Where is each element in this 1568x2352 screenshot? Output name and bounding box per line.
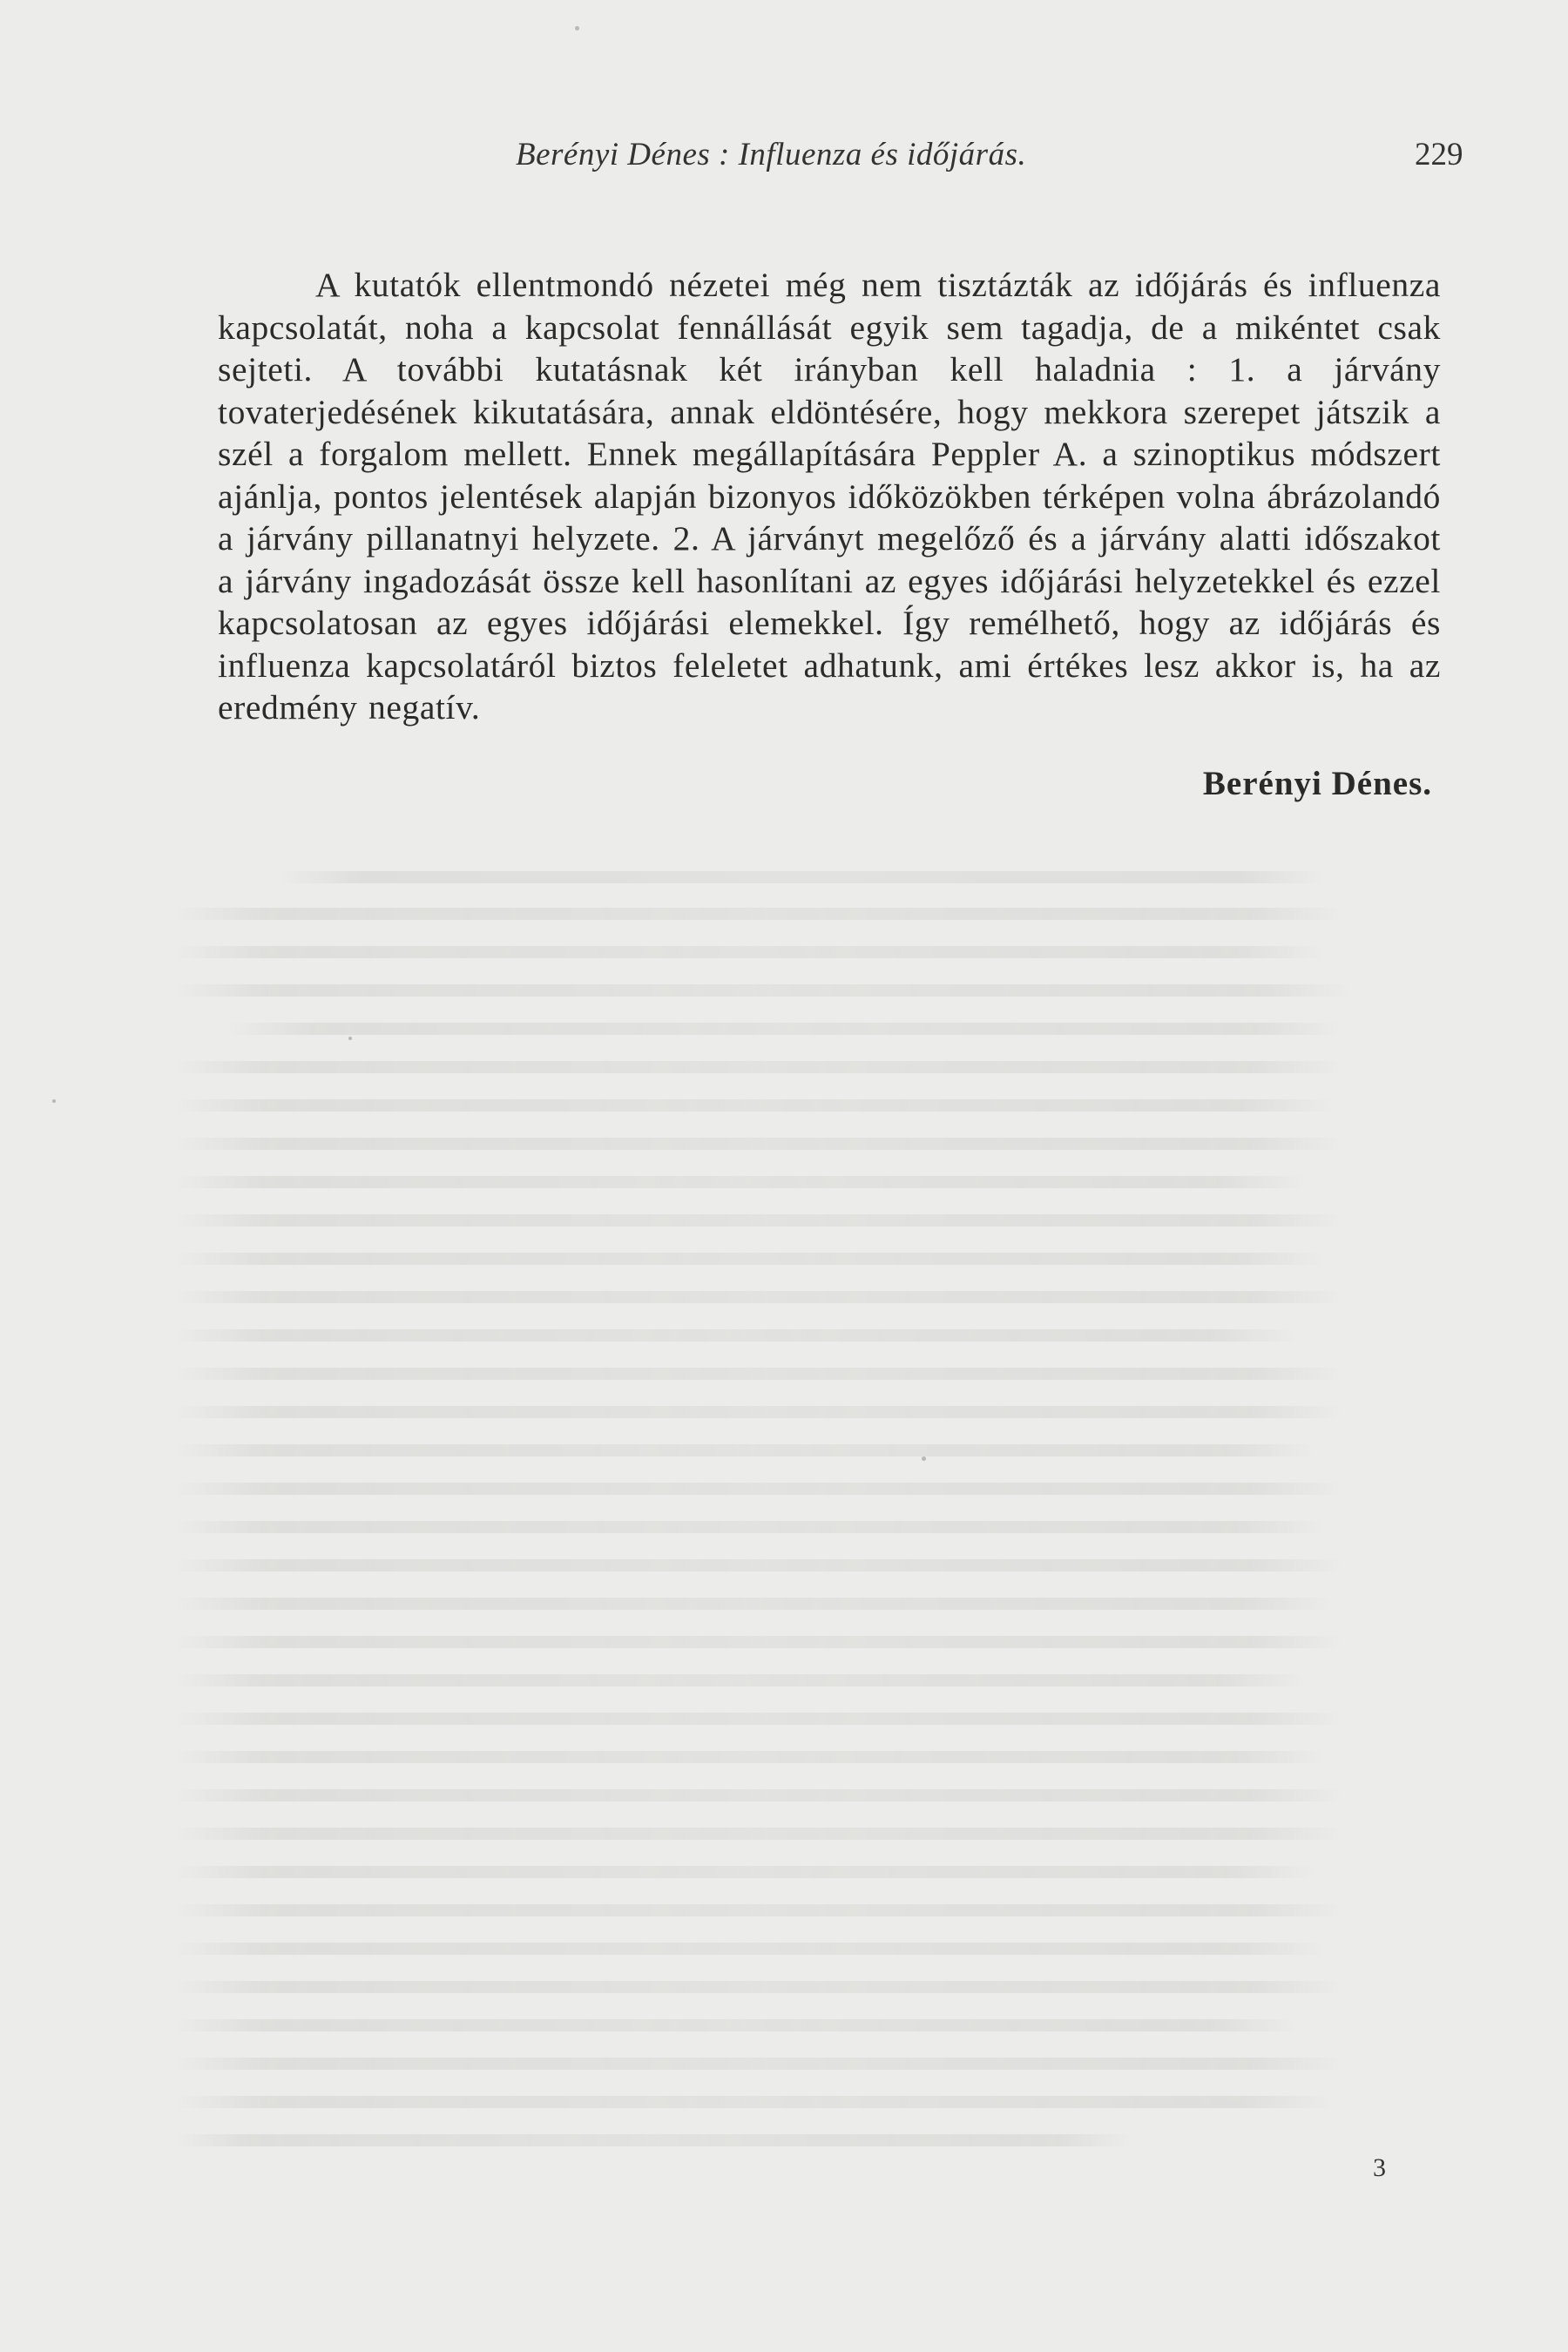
running-header <box>0 136 1568 179</box>
scan-speck <box>575 26 579 30</box>
scan-speck <box>922 1456 926 1461</box>
body-paragraph: A kutatók ellentmondó nézetei még nem tisztázták az időjárás és influenza kapcsolatát, noha a kapcsolat fennállását egyik sem tagadja, de a mikéntet csak sejteti. A további kutatásnak két irányban kell haladnia : 1. a járvány tovaterjedésének kikutatására, annak eldöntésére, hogy mekkora szerepet játszik a szél a forgalom mellett. Ennek megállapítására Peppler A. a szinoptikus módszert ajánlja, pontos jelentések alapján bizonyos időközökben térképen volna ábrázolandó a járvány pillanatnyi helyzete. 2. A járványt megelőző és a járvány alatti időszakot a járvány ingadozását össze kell hasonlítani az egyes időjárási helyzetekkel és ezzel kapcsolatosan az egyes időjárási elemekkel. Így remélhető, hogy az időjárás és influenza kapcsolatáról biztos feleletet adhatunk, ami értékes lesz akkor is, ha az eredmény negatív. <box>218 266 1441 727</box>
reverse-side-bleed-through <box>122 871 1481 2230</box>
page-number: 229 <box>1415 137 1463 172</box>
scan-speck <box>348 1037 352 1040</box>
author-signature: Berényi Dénes. <box>1202 765 1432 802</box>
scan-speck <box>52 1099 56 1103</box>
signature-mark: 3 <box>1373 2153 1386 2182</box>
running-title: Berényi Dénes : Influenza és időjárás. <box>516 137 1027 172</box>
